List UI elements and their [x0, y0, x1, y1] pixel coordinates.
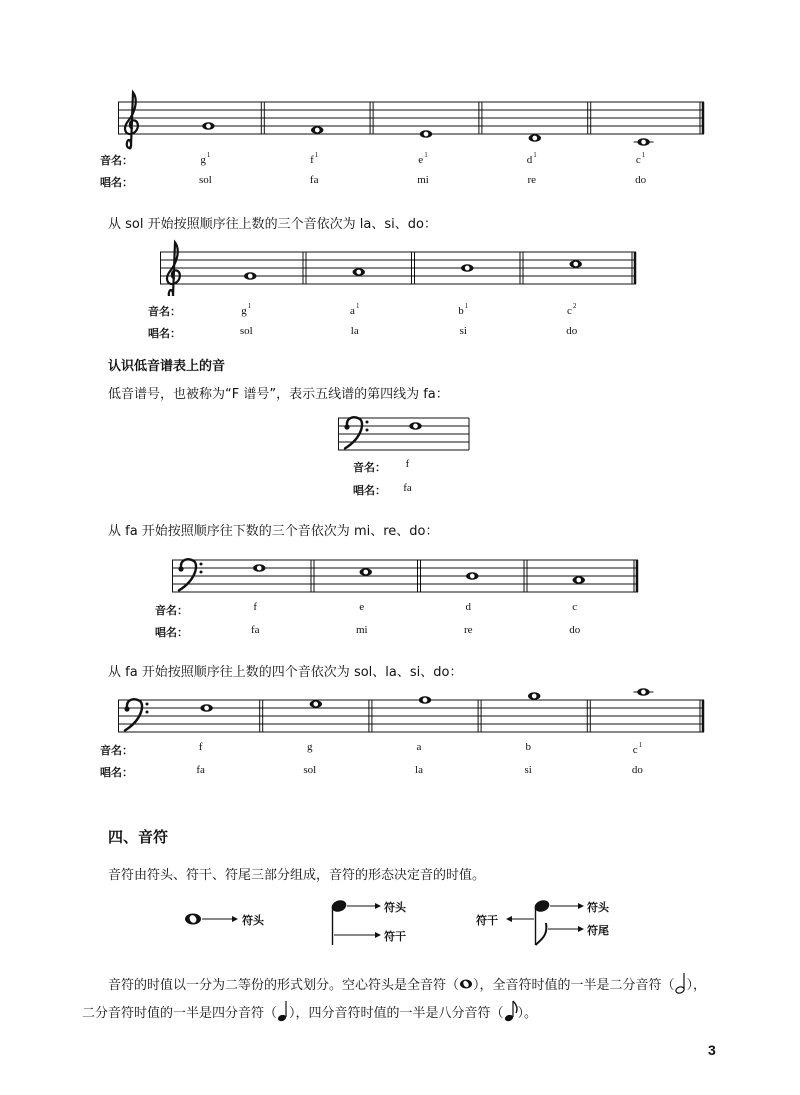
note-name	[527, 151, 537, 166]
whole-note-icon	[409, 422, 421, 430]
note-letter: e	[359, 601, 365, 613]
bass-staff-5	[118, 684, 708, 740]
para-line-2-a: 二分音符时值的一半是四分音符（	[82, 1006, 278, 1021]
note-name	[406, 458, 410, 470]
note-letter: b	[525, 741, 531, 753]
eighth-note-icon	[504, 1000, 518, 1022]
whole-note-icon	[420, 130, 432, 138]
whole-note-icon	[637, 688, 649, 696]
whole-note-icon	[573, 576, 585, 584]
octave-mark: 1	[533, 151, 537, 159]
solfege-name: do	[566, 325, 578, 337]
treble-staff-1	[118, 88, 708, 158]
note-letter: g	[307, 741, 313, 753]
note-letter: f	[253, 601, 258, 613]
note-name	[458, 302, 468, 317]
solfege-name: mi	[417, 174, 429, 186]
note-name	[199, 741, 203, 753]
para-line-2	[82, 1000, 537, 1022]
bass-staff-4	[172, 550, 642, 598]
note-name	[525, 741, 531, 753]
octave-mark: 2	[572, 302, 577, 310]
yinming-label-3: 音名：	[353, 461, 386, 474]
solfege-name: fa	[250, 624, 260, 636]
solfege-name: sol	[303, 764, 317, 776]
whole-note-icon	[419, 696, 431, 704]
octave-mark: 1	[424, 151, 428, 159]
solfege-name: fa	[309, 174, 319, 186]
label-stem-1: 符干	[384, 930, 406, 943]
octave-mark: 1	[641, 151, 646, 159]
note-name	[350, 302, 359, 317]
note-name	[466, 601, 472, 613]
whole-note-icon	[466, 572, 478, 580]
note-name	[307, 741, 313, 753]
quarter-note-icon	[277, 1000, 289, 1022]
note-letter: d	[465, 601, 471, 613]
para-line-1	[108, 972, 706, 994]
solfege-name: si	[524, 764, 532, 776]
para-line-2-b: ），四分音符时值的一半是八分音符（	[289, 1006, 504, 1021]
treble-staff-2	[160, 234, 640, 296]
para-line-1-b: ），全音符时值的一半是二分音符（	[473, 978, 675, 993]
bass-clef-icon	[124, 699, 148, 730]
note-name	[572, 601, 577, 613]
para-line-1-a: 音符的时值以一分为二等份的形式划分。空心符头是全音符（	[108, 978, 460, 993]
note-name	[241, 302, 251, 317]
whole-note-icon	[311, 126, 323, 134]
solfege-name: la	[350, 325, 359, 337]
solfege-name: fa	[196, 764, 205, 776]
note-name	[200, 151, 210, 166]
label-flag: 符尾	[587, 924, 609, 937]
text-f-clef: 低音谱号，也被称为“F 谱号”，表示五线谱的第四线为 fa：	[108, 387, 449, 402]
note-name	[418, 151, 427, 166]
solfege-name: do	[635, 174, 647, 186]
octave-mark: 1	[314, 151, 319, 159]
note-letter: c	[567, 305, 572, 317]
note-letter: c	[635, 154, 641, 166]
note-name	[253, 601, 257, 613]
whole-note-icon	[200, 704, 212, 712]
solfege-name: sol	[198, 174, 212, 186]
bass-staff-single	[338, 410, 473, 458]
octave-mark: 1	[638, 741, 643, 749]
note-name	[417, 741, 422, 753]
bass-clef-icon	[178, 559, 202, 590]
solfege-name: re	[463, 624, 473, 636]
text-sol-up: 从 sol 开始按照顺序往上数的三个音依次为 la、si、do：	[108, 217, 437, 232]
heading-bass-clef: 认识低音谱表上的音	[108, 359, 226, 374]
note-letter: g	[200, 154, 206, 166]
whole-note-icon	[637, 138, 649, 146]
half-note-icon	[675, 972, 687, 994]
section-title: 四、音符	[108, 828, 169, 846]
whole-note-icon	[459, 978, 473, 990]
note-name	[359, 601, 364, 613]
changming-label-5: 唱名：	[100, 766, 133, 779]
whole-note-icon	[529, 134, 541, 142]
text-fa-up: 从 fa 开始按照顺序往上数的四个音依次为 sol、la、si、do：	[108, 665, 463, 680]
octave-mark: 1	[247, 302, 252, 310]
whole-note-icon	[244, 272, 256, 280]
bass-clef-icon	[344, 417, 368, 448]
solfege-name: sol	[239, 325, 253, 337]
note-letter: d	[526, 154, 533, 166]
eighth-note-flag-icon	[536, 923, 547, 945]
whole-note-icon	[528, 692, 540, 700]
solfege-name: do	[631, 764, 643, 776]
solfege-name: re	[527, 174, 537, 186]
note-letter: a	[416, 741, 422, 753]
note-letter: b	[458, 305, 464, 317]
note-letter: f	[198, 741, 203, 753]
text-note-parts: 音符由符头、符干、符尾三部分组成，音符的形态决定音的时值。	[108, 868, 486, 883]
whole-note-icon	[360, 568, 372, 576]
whole-note-icon	[461, 264, 473, 272]
note-name	[633, 741, 642, 756]
note-letter: a	[350, 305, 355, 317]
yinming-label-2: 音名：	[148, 305, 181, 318]
changming-label-2: 唱名：	[148, 327, 181, 340]
solfege-name: do	[569, 624, 581, 636]
octave-mark: 1	[206, 151, 211, 159]
solfege-name: fa	[403, 482, 412, 494]
changming-label: 唱名：	[100, 176, 133, 189]
whole-note-icon	[570, 260, 582, 268]
whole-note-icon	[202, 122, 214, 130]
solfege-name: la	[415, 764, 423, 776]
text-fa-down: 从 fa 开始按照顺序往下数的三个音依次为 mi、re、do：	[108, 524, 439, 539]
yinming-label: 音名：	[100, 154, 133, 167]
yinming-label-5: 音名：	[100, 744, 133, 757]
page-number: 3	[708, 1042, 716, 1058]
para-line-1-c: ），	[686, 978, 707, 993]
label-head-1: 符头	[242, 914, 264, 927]
yinming-label-4: 音名：	[155, 604, 188, 617]
note-name	[567, 302, 576, 317]
label-stem-2: 符干	[476, 914, 498, 927]
changming-label-4: 唱名：	[155, 626, 188, 639]
whole-note-icon	[310, 700, 322, 708]
para-line-2-c: ）。	[517, 1006, 538, 1021]
note-letter: e	[418, 154, 424, 166]
octave-mark: 1	[464, 302, 469, 310]
whole-note-icon	[353, 268, 365, 276]
changming-label-3: 唱名：	[353, 484, 386, 497]
note-name	[310, 151, 318, 166]
note-letter: c	[572, 601, 578, 613]
treble-clef-icon	[125, 92, 138, 148]
note-letter: f	[405, 458, 410, 470]
whole-note-icon	[253, 564, 265, 572]
label-head-3: 符头	[587, 901, 609, 914]
octave-mark: 1	[355, 302, 360, 310]
note-letter: g	[241, 305, 247, 317]
solfege-name: si	[459, 325, 467, 337]
solfege-name: mi	[355, 624, 368, 636]
note-letter: f	[310, 154, 314, 166]
note-name	[636, 151, 645, 166]
note-letter: c	[632, 744, 638, 756]
treble-clef-icon	[167, 242, 180, 296]
label-head-2: 符头	[384, 901, 406, 914]
